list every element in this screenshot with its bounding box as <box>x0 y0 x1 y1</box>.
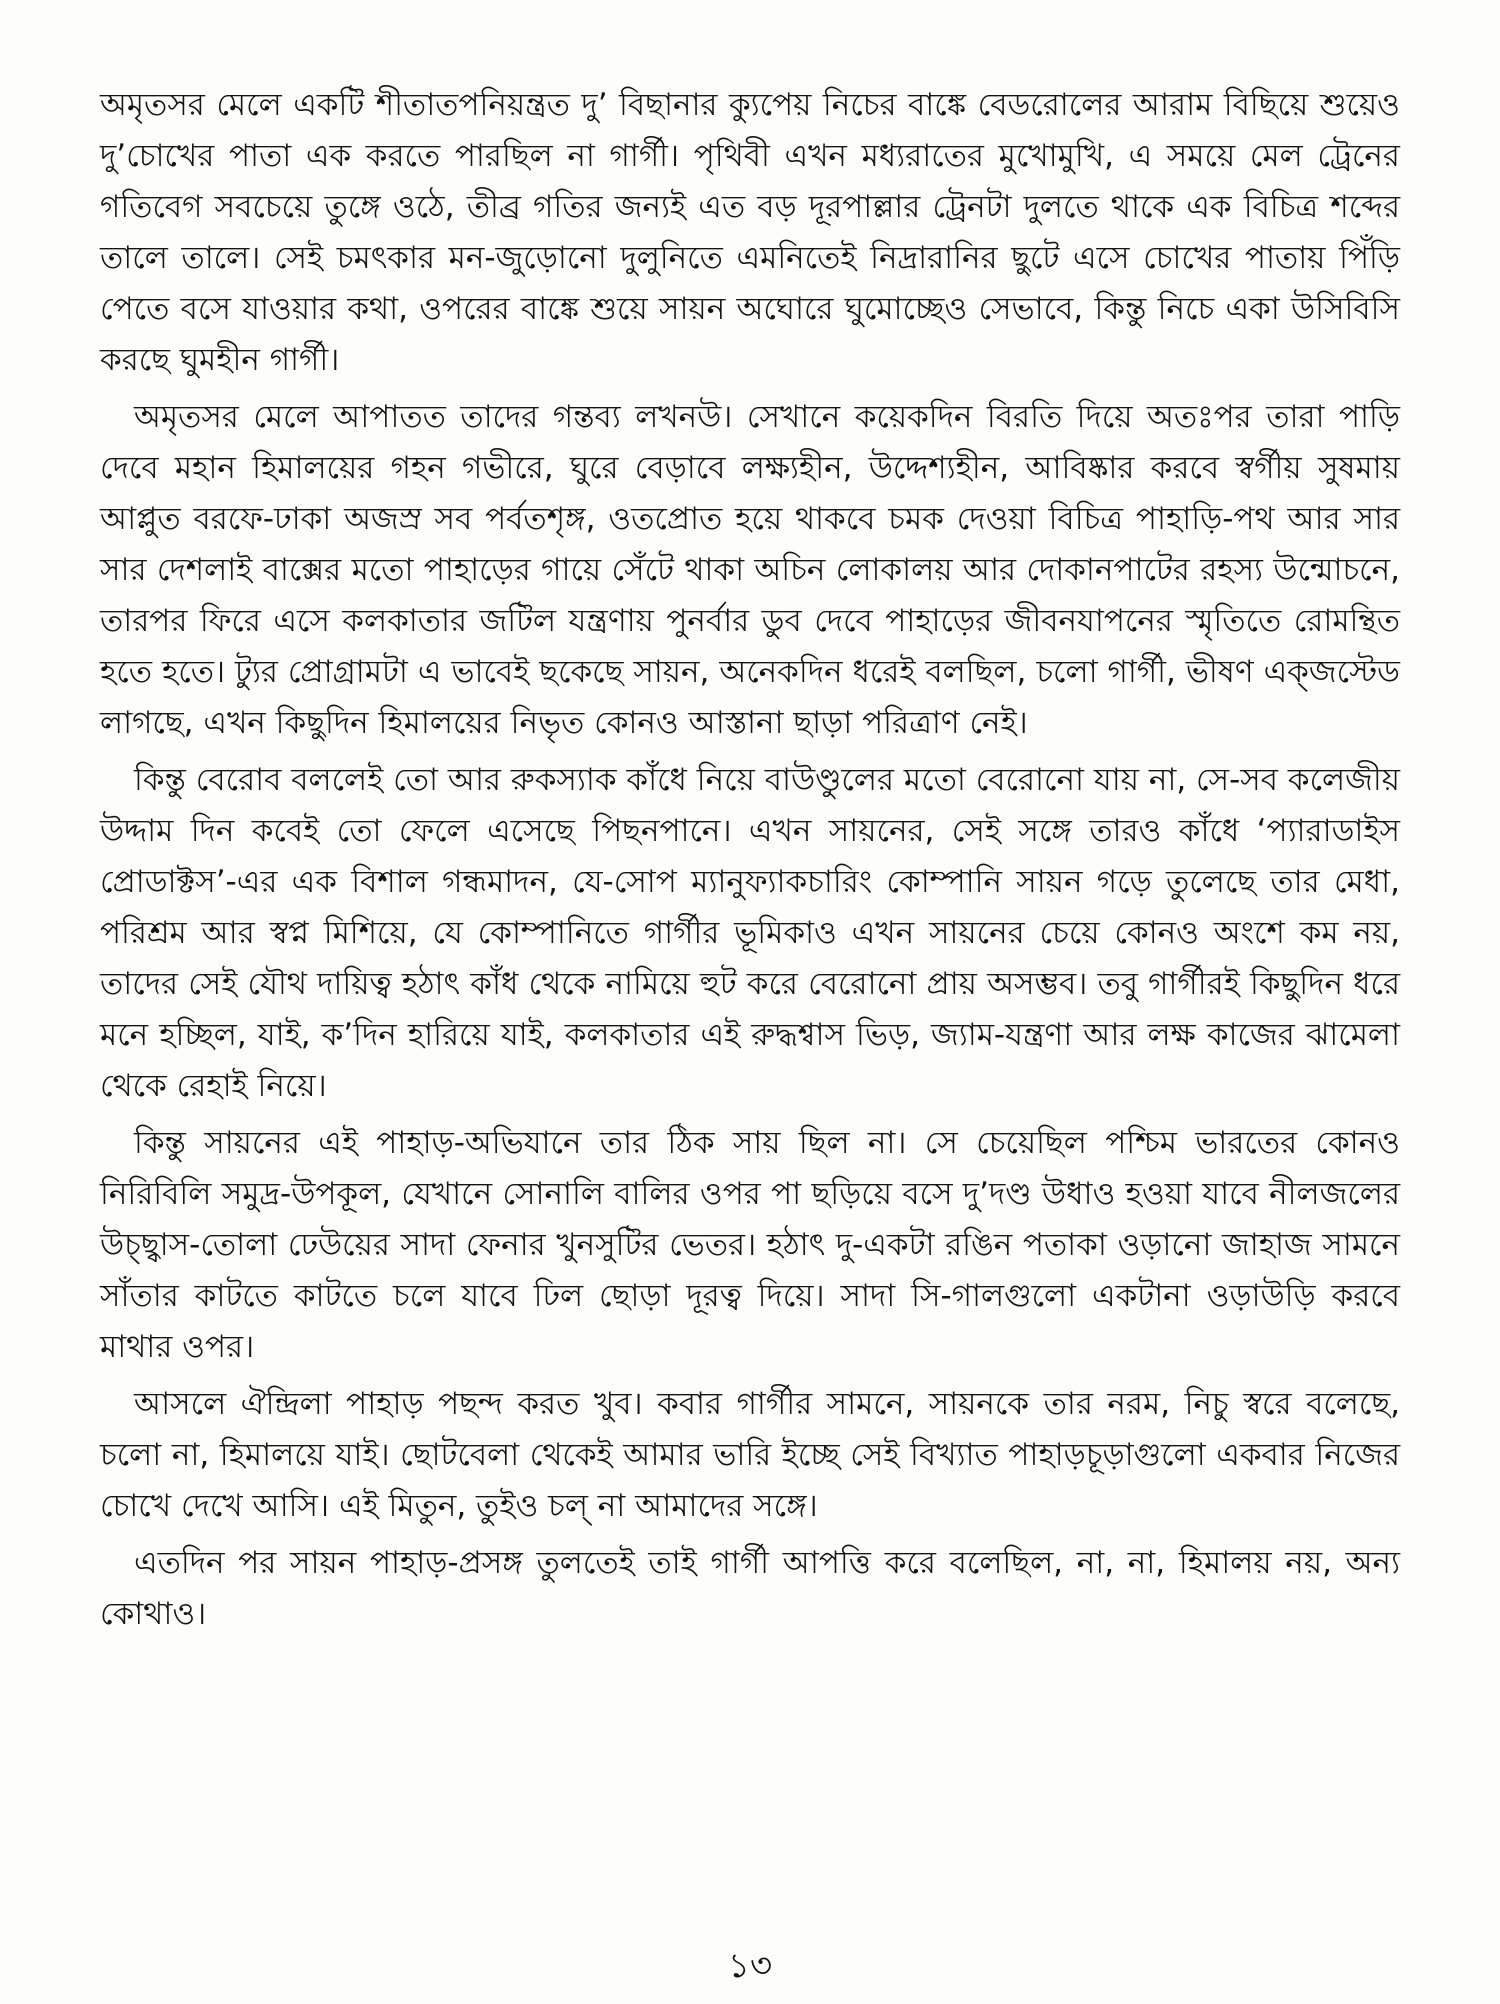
paragraph-3: কিন্তু বেরোব বললেই তো আর রুকস্যাক কাঁধে নিয়ে বাউণ্ডুলের মতো বেরোনো যায় না, সে-সব কলেজীয় উদ্দাম দিন কবেই তো ফেলে এসেছে পিছনপানে। এখন সায়নের, সেই সঙ্গে তারও কাঁধে ‘প্যারাডাইস প্রোডাক্টস’-এর এক বিশাল গন্ধমাদন, যে-সোপ ম্যানুফ্যাকচারিং কোম্পানি সায়ন গড়ে তুলেছে তার মেধা, পরিশ্রম আর স্বপ্ন মিশিয়ে, যে কোম্পানিতে গার্গীর ভূমিকাও এখন সায়নের চেয়ে কোনও অংশে কম নয়, তাদের সেই যৌথ দায়িত্ব হঠাৎ কাঁধ থেকে নামিয়ে হুট করে বেরোনো প্রায় অসম্ভব। তবু গার্গীরই কিছুদিন ধরে মনে হচ্ছিল, যাই, ক’দিন হারিয়ে যাই, কলকাতার এই রুদ্ধশ্বাস ভিড়, জ্যাম-যন্ত্রণা আর লক্ষ কাজের ঝামেলা থেকে রেহাই নিয়ে। <box>100 762 1400 1104</box>
body-text <box>100 80 1400 1646</box>
paragraph-6: এতদিন পর সায়ন পাহাড়-প্রসঙ্গ তুলতেই তাই গার্গী আপত্তি করে বলেছিল, না, না, হিমালয় নয়, অন্য কোথাও। <box>100 1545 1400 1632</box>
paragraph-5: আসলে ঐন্দ্রিলা পাহাড় পছন্দ করত খুব। কবার গার্গীর সামনে, সায়নকে তার নরম, নিচু স্বরে বলেছে, চলো না, হিমালয়ে যাই। ছোটবেলা থেকেই আমার ভারি ইচ্ছে সেই বিখ্যাত পাহাড়চূড়াগুলো একবার নিজের চোখে দেখে আসি। এই মিতুন, তুইও চল্‌ না আমাদের সঙ্গে। <box>100 1386 1400 1524</box>
paragraph-4: কিন্তু সায়নের এই পাহাড়-অভিযানে তার ঠিক সায় ছিল না। সে চেয়েছিল পশ্চিম ভারতের কোনও নিরিবিলি সমুদ্র-উপকূল, যেখানে সোনালি বালির ওপর পা ছড়িয়ে বসে দু’দণ্ড উধাও হওয়া যাবে নীলজলের উচ্ছ্বাস-তোলা ঢেউয়ের সাদা ফেনার খুনসুটির ভেতর। হঠাৎ দু-একটা রঙিন পতাকা ওড়ানো জাহাজ সামনে সাঁতার কাটতে কাটতে চলে যাবে ঢিল ছোড়া দূরত্ব দিয়ে। সাদা সি-গালগুলো একটানা ওড়াউড়ি করবে মাথার ওপর। <box>100 1125 1400 1365</box>
page-number: ১৩ <box>727 1946 773 1986</box>
paragraph-1: অমৃতসর মেলে একটি শীতাতপনিয়ন্ত্রত দু’ বিছানার ক্যুপেয় নিচের বাঙ্কে বেডরোলের আরাম বিছিয়ে শুয়েও দু’চোখের পাতা এক করতে পারছিল না গার্গী। পৃথিবী এখন মধ্যরাতের মুখোমুখি, এ সময়ে মেল ট্রেনের গতিবেগ সবচেয়ে তুঙ্গে ওঠে, তীব্র গতির জন্যই এত বড় দূরপাল্লার ট্রেনটা দুলতে থাকে এক বিচিত্র শব্দের তালে তালে। সেই চমৎকার মন-জুড়োনো দুলুনিতে এমনিতেই নিদ্রারানির ছুটে এসে চোখের পাতায় পিঁড়ি পেতে বসে যাওয়ার কথা, ওপরের বাঙ্কে শুয়ে সায়ন অঘোরে ঘুমোচ্ছেও সেভাবে, কিন্তু নিচে একা উসিবিসি করছে ঘুমহীন গার্গী। <box>100 87 1400 378</box>
paragraph-2: অমৃতসর মেলে আপাতত তাদের গন্তব্য লখনউ। সেখানে কয়েকদিন বিরতি দিয়ে অতঃপর তারা পাড়ি দেবে মহান হিমালয়ের গহন গভীরে, ঘুরে বেড়াবে লক্ষ্যহীন, উদ্দেশ্যহীন, আবিষ্কার করবে স্বর্গীয় সুষমায় আপ্লুত বরফে-ঢাকা অজস্র সব পর্বতশৃঙ্গ, ওতপ্রোত হয়ে থাকবে চমক দেওয়া বিচিত্র পাহাড়ি-পথ আর সার সার দেশলাই বাক্সের মতো পাহাড়ের গায়ে সেঁটে থাকা অচিন লোকালয় আর দোকানপাটের রহস্য উন্মোচনে, তারপর ফিরে এসে কলকাতার জটিল যন্ত্রণায় পুনর্বার ডুব দেবে পাহাড়ের জীবনযাপনের স্মৃতিতে রোমন্থিত হতে হতে। ট্যুর প্রোগ্রামটা এ ভাবেই ছকেছে সায়ন, অনেকদিন ধরেই বলছিল, চলো গার্গী, ভীষণ এক্‌জস্টেড লাগছে, এখন কিছুদিন হিমালয়ের নিভৃত কোনও আস্তানা ছাড়া পরিত্রাণ নেই। <box>100 399 1400 741</box>
